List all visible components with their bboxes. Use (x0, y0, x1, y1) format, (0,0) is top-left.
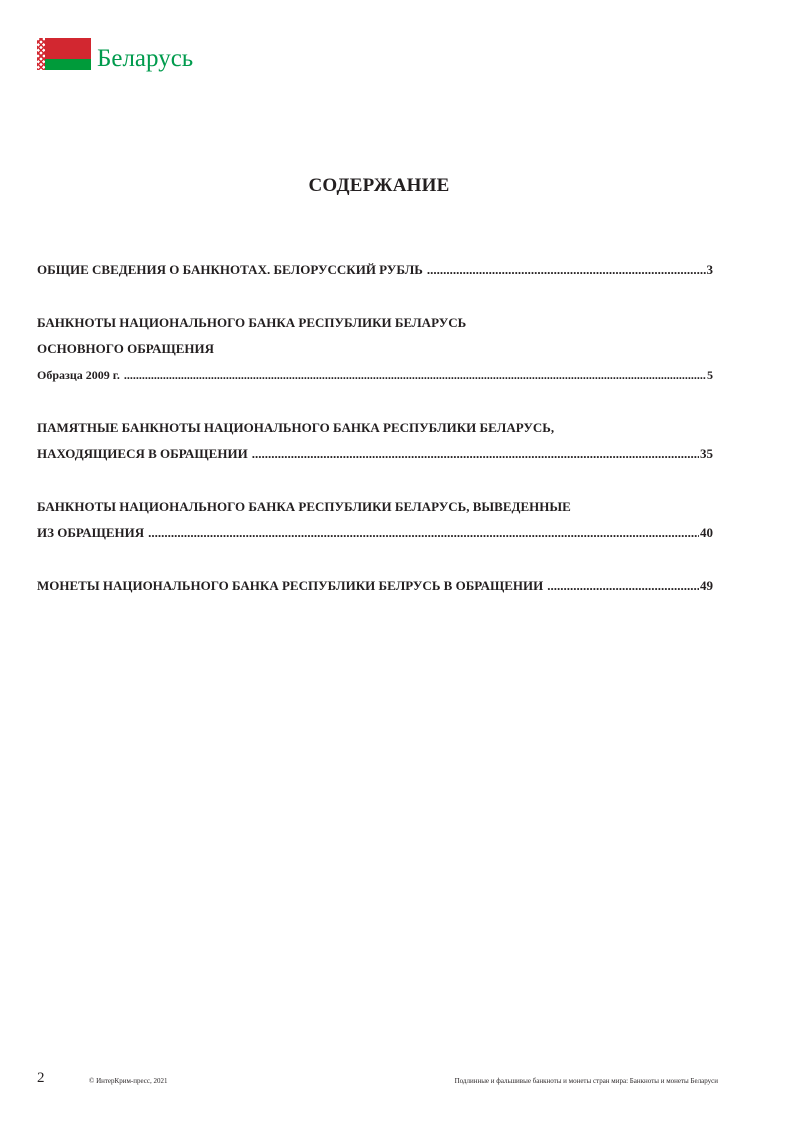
toc-entry-title: ИЗ ОБРАЩЕНИЯ (37, 525, 145, 540)
toc-entry-title: БАНКНОТЫ НАЦИОНАЛЬНОГО БАНКА РЕСПУБЛИКИ БЕЛАРУСЬ (37, 315, 467, 330)
toc-entry[interactable] (37, 573, 713, 599)
toc-entry-title: ОСНОВНОГО ОБРАЩЕНИЯ (37, 341, 215, 356)
toc-leader-dots (547, 573, 699, 599)
toc-entry-title: НАХОДЯЩИЕСЯ В ОБРАЩЕНИИ (37, 446, 248, 461)
copyright-notice: © ИнтерКрим-пресс, 2021 (89, 1077, 168, 1085)
toc-page-number: 3 (706, 262, 713, 277)
toc-entry[interactable] (37, 494, 713, 546)
table-of-contents (37, 257, 713, 626)
toc-leader-dots (427, 257, 706, 283)
book-title: Подлинные и фальшивые банкноты и монеты стран мира: Банкноты и монеты Беларуси (454, 1077, 718, 1085)
country-name: Беларусь (97, 45, 194, 72)
page-title: СОДЕРЖАНИЕ (308, 175, 450, 196)
toc-entry[interactable] (37, 310, 713, 388)
toc-leader-dots (148, 520, 699, 546)
toc-leader-dots (124, 362, 706, 388)
toc-page-number: 35 (700, 446, 713, 461)
toc-entry[interactable] (37, 257, 713, 283)
toc-entry-subtitle: Образца 2009 г. (37, 368, 120, 382)
toc-page-number: 49 (700, 578, 713, 593)
page-number: 2 (37, 1070, 45, 1086)
toc-page-number: 40 (700, 525, 713, 540)
toc-entry[interactable] (37, 415, 713, 467)
toc-entry-title: ПАМЯТНЫЕ БАНКНОТЫ НАЦИОНАЛЬНОГО БАНКА РЕСПУБЛИКИ БЕЛАРУСЬ, (37, 420, 555, 435)
toc-leader-dots (252, 441, 699, 467)
toc-entry-title: МОНЕТЫ НАЦИОНАЛЬНОГО БАНКА РЕСПУБЛИКИ БЕЛРУСЬ В ОБРАЩЕНИИ (37, 578, 544, 593)
belarus-flag-icon (37, 38, 91, 70)
page-header (37, 38, 193, 70)
toc-page-number: 5 (707, 368, 713, 382)
page-footer (0, 1070, 793, 1090)
toc-entry-title: БАНКНОТЫ НАЦИОНАЛЬНОГО БАНКА РЕСПУБЛИКИ БЕЛАРУСЬ, ВЫВЕДЕННЫЕ (37, 499, 571, 514)
toc-entry-title: ОБЩИЕ СВЕДЕНИЯ О БАНКНОТАХ. БЕЛОРУССКИЙ РУБЛЬ (37, 262, 423, 277)
